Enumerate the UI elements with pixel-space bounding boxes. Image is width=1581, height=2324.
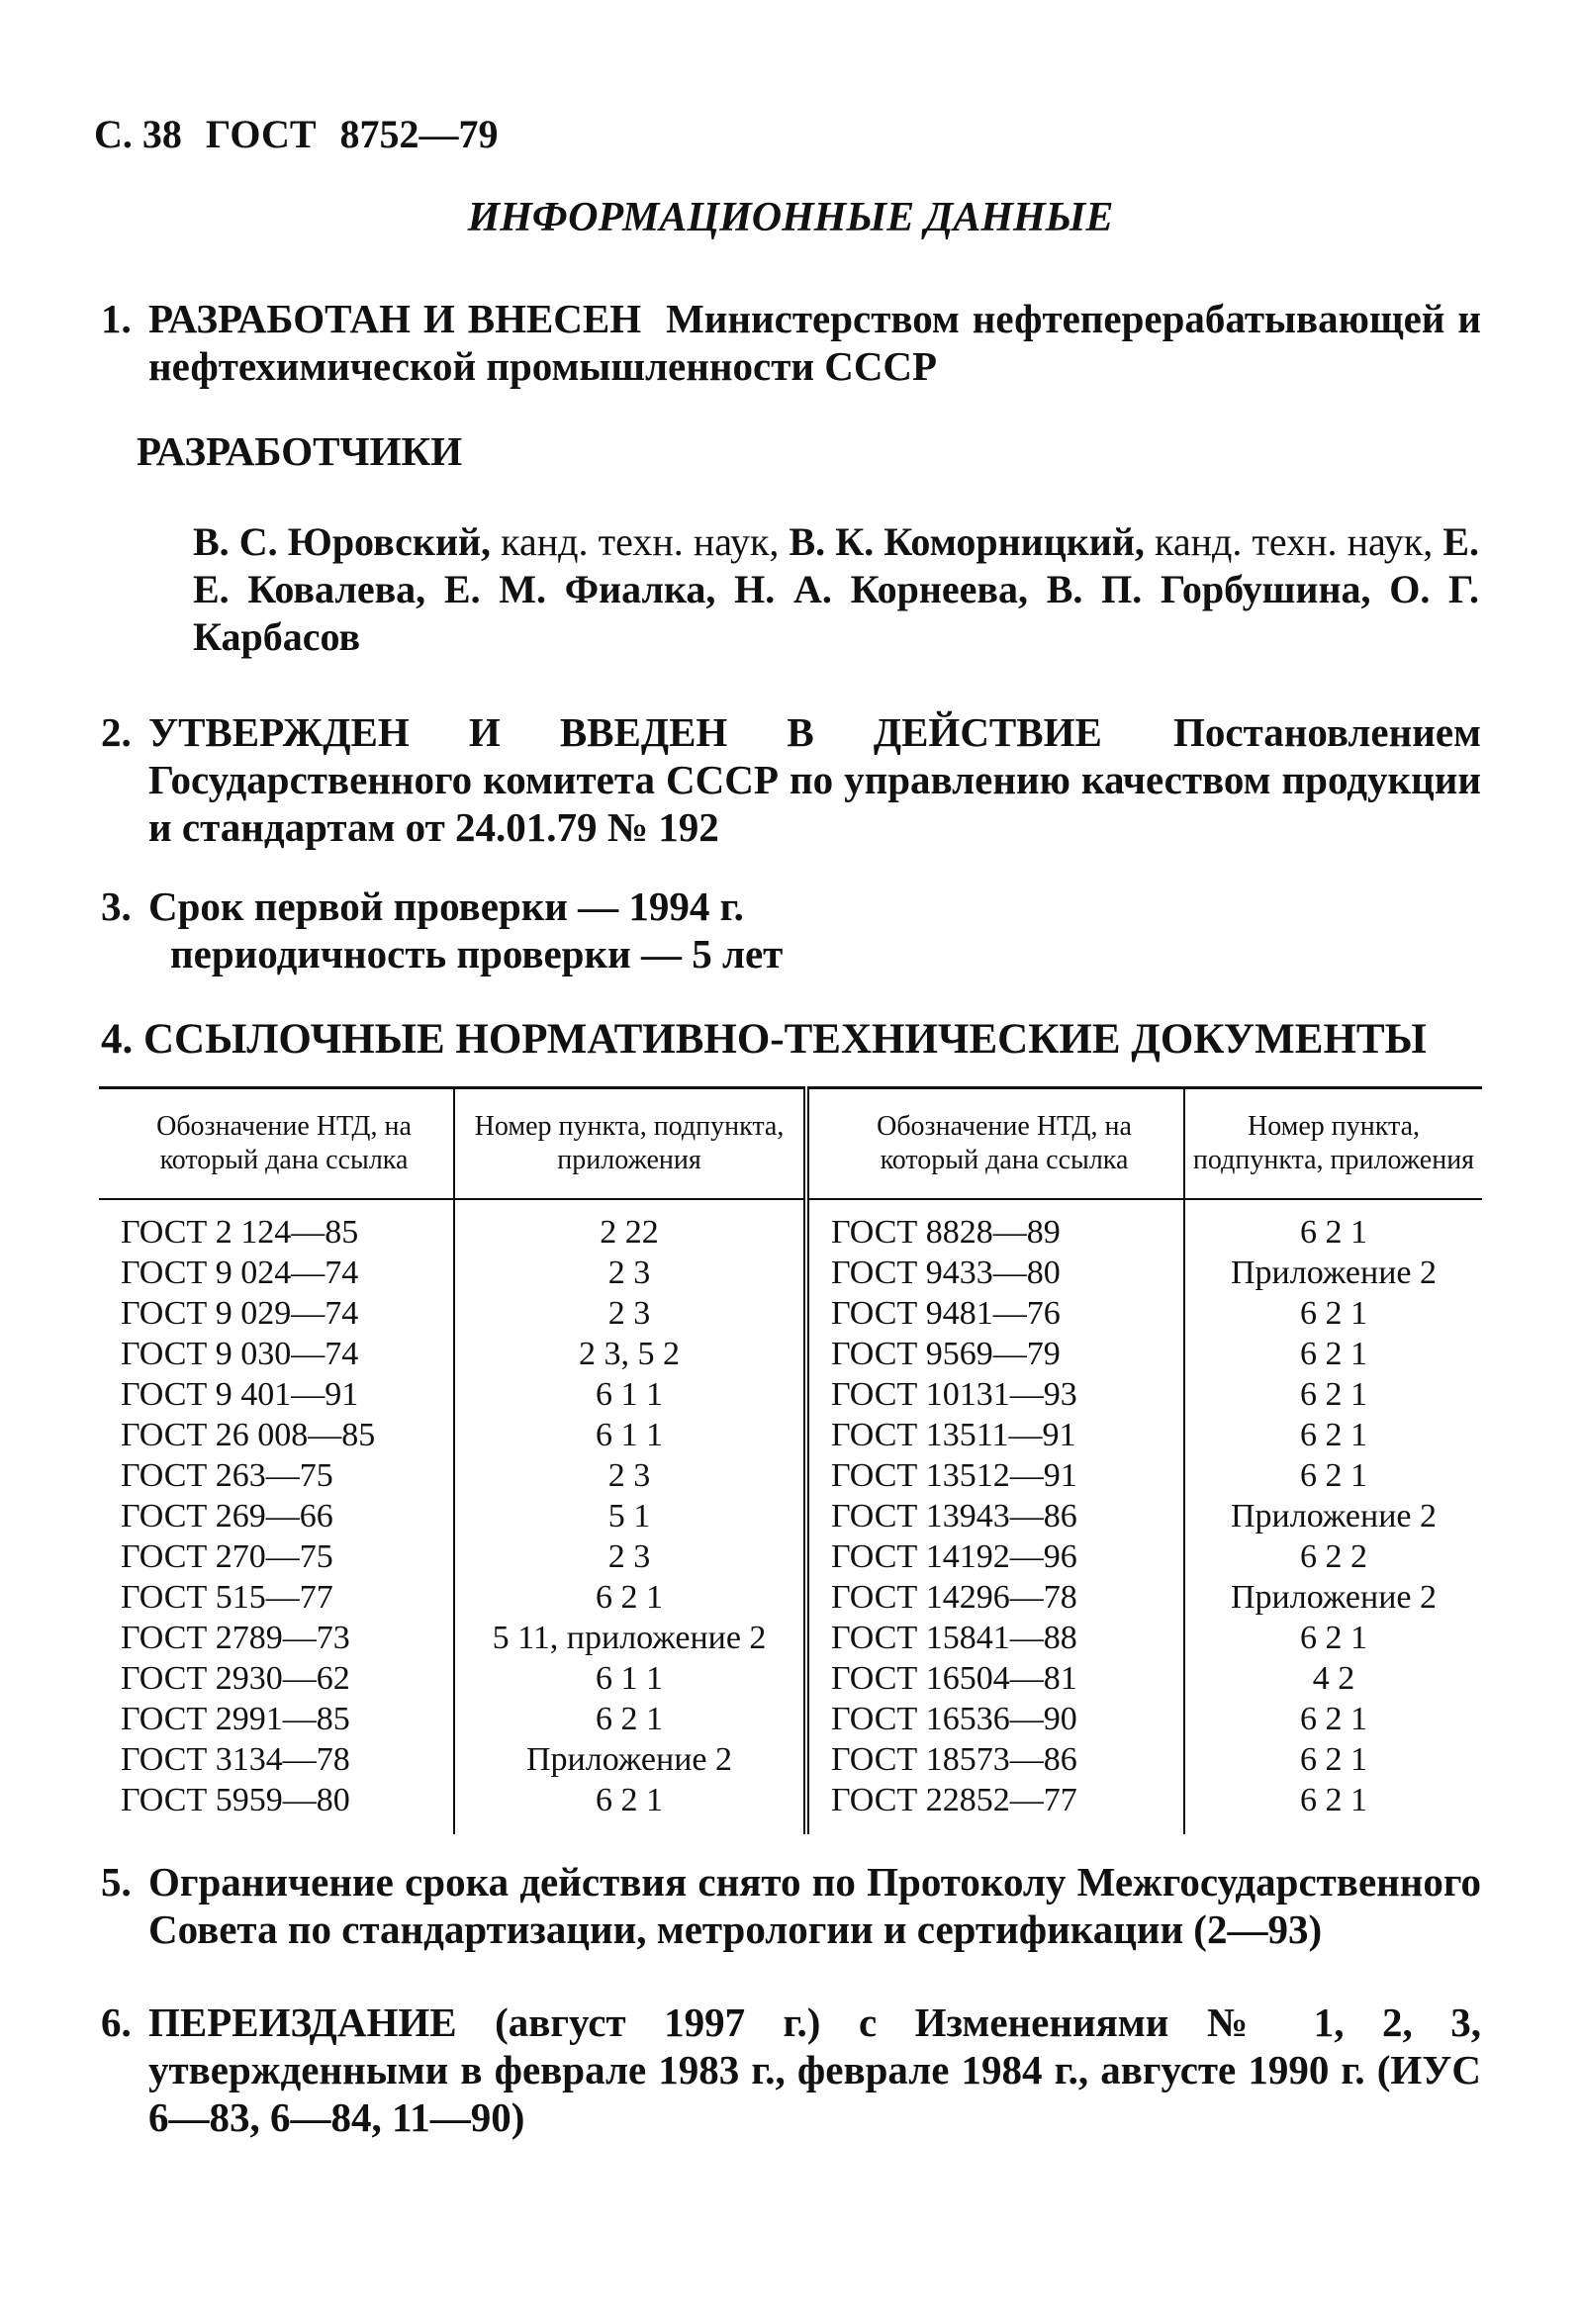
section-2-caption: УТВЕРЖДЕН И ВВЕДЕН В ДЕЙСТВИЕ — [148, 709, 1102, 755]
author-1: В. С. Юровский, — [193, 519, 492, 564]
section-5 — [101, 1858, 1481, 1953]
ref-designation: ГОСТ 269—66 — [99, 1496, 454, 1536]
page-header — [94, 111, 512, 157]
ref-designation: ГОСТ 15841—88 — [806, 1618, 1184, 1658]
section-6-number: 6. — [101, 1999, 132, 2045]
section-3-number: 3. — [101, 883, 132, 929]
table-row — [99, 1374, 1482, 1415]
table-row — [99, 1577, 1482, 1618]
ref-clause: 6 1 1 — [454, 1658, 806, 1699]
table-row — [99, 1496, 1482, 1536]
author-2: В. К. Коморницкий, — [789, 519, 1145, 564]
ref-designation: ГОСТ 9 024—74 — [99, 1253, 454, 1293]
table-row — [99, 1293, 1482, 1334]
references-table — [99, 1086, 1482, 1834]
ref-designation: ГОСТ 2789—73 — [99, 1618, 454, 1658]
ref-designation: ГОСТ 26 008—85 — [99, 1415, 454, 1455]
table-row — [99, 1253, 1482, 1293]
ref-designation: ГОСТ 2991—85 — [99, 1699, 454, 1739]
ref-designation: ГОСТ 13512—91 — [806, 1455, 1184, 1496]
ref-designation: ГОСТ 515—77 — [99, 1577, 454, 1618]
ref-clause: 6 1 1 — [454, 1415, 806, 1455]
ref-clause: 6 2 1 — [1300, 1741, 1367, 1778]
ref-designation: ГОСТ 3134—78 — [99, 1739, 454, 1780]
ref-clause: 6 2 1 — [1300, 1417, 1367, 1453]
table-row — [99, 1658, 1482, 1699]
other-authors: Е. Е. Ковалева, Е. М. Фиалка, Н. А. Корнеева, В. П. Горбушина, О. Г. Карбасов — [193, 519, 1480, 659]
ref-designation: ГОСТ 9 401—91 — [99, 1374, 454, 1415]
table-header-row — [99, 1088, 1482, 1200]
table-row — [99, 1780, 1482, 1834]
ref-designation: ГОСТ 10131—93 — [806, 1374, 1184, 1415]
ref-clause: 4 2 — [1312, 1660, 1355, 1697]
ref-clause: 6 2 1 — [1300, 1701, 1367, 1737]
section-5-text: Ограничение срока действия снято по Протоколу Межгосударственного Совета по стандартизации, метрологии и сертификации (2—93) — [148, 1859, 1481, 1952]
developers-list — [193, 518, 1479, 661]
ref-clause: 2 3 — [454, 1253, 806, 1293]
column-header-designation-right: Обозначение НТД, на который дана ссылка — [806, 1088, 1184, 1200]
ref-clause: 5 1 — [454, 1496, 806, 1536]
ref-clause: 2 3 — [454, 1536, 806, 1577]
table-row — [99, 1739, 1482, 1780]
ref-clause: 6 2 1 — [1300, 1782, 1367, 1818]
ref-clause: 6 2 1 — [1300, 1620, 1367, 1656]
author-2-degree: канд. техн. наук, — [1144, 519, 1443, 564]
section-2 — [101, 708, 1481, 851]
ref-designation: ГОСТ 22852—77 — [806, 1780, 1184, 1834]
ref-clause: 6 1 1 — [454, 1374, 806, 1415]
ref-designation: ГОСТ 16536—90 — [806, 1699, 1184, 1739]
ref-clause: 6 2 1 — [454, 1699, 806, 1739]
section-1-number: 1. — [101, 296, 132, 341]
section-2-number: 2. — [101, 709, 132, 755]
developers-heading: РАЗРАБОТЧИКИ — [137, 428, 463, 474]
ref-clause: 2 3, 5 2 — [454, 1334, 806, 1374]
ref-clause: 6 2 1 — [1300, 1457, 1367, 1494]
table-row — [99, 1536, 1482, 1577]
ref-designation: ГОСТ 263—75 — [99, 1455, 454, 1496]
ref-clause: 6 2 1 — [1300, 1214, 1367, 1251]
header-gost-label: ГОСТ — [205, 112, 317, 156]
ref-clause: Приложение 2 — [1231, 1255, 1437, 1291]
ref-clause: 6 2 1 — [1300, 1295, 1367, 1332]
ref-designation: ГОСТ 2 124—85 — [99, 1199, 454, 1253]
section-4-title: 4. ССЫЛОЧНЫЕ НОРМАТИВНО-ТЕХНИЧЕСКИЕ ДОКУМЕНТЫ — [101, 1016, 1427, 1063]
section-6 — [101, 1999, 1481, 2141]
table-row — [99, 1618, 1482, 1658]
column-header-clause-left: Номер пункта, подпункта, приложения — [454, 1088, 806, 1200]
ref-designation: ГОСТ 14192—96 — [806, 1536, 1184, 1577]
ref-clause: 6 2 1 — [454, 1577, 806, 1618]
ref-designation: ГОСТ 9569—79 — [806, 1334, 1184, 1374]
ref-clause: 2 22 — [454, 1199, 806, 1253]
ref-clause: 2 3 — [454, 1293, 806, 1334]
ref-designation: ГОСТ 270—75 — [99, 1536, 454, 1577]
ref-designation: ГОСТ 13943—86 — [806, 1496, 1184, 1536]
ref-designation: ГОСТ 14296—78 — [806, 1577, 1184, 1618]
section-6-text: ПЕРЕИЗДАНИЕ (август 1997 г.) с Изменениями № 1, 2, 3, утвержденными в феврале 1983 г., феврале 1984 г., августе 1990 г. (ИУС 6—83, 6—84, 11—90) — [148, 1999, 1481, 2140]
section-1-text: Министерством нефтеперерабатывающей и нефтехимической промышленности СССР — [148, 296, 1481, 389]
section-1 — [101, 295, 1481, 390]
ref-clause: Приложение 2 — [1231, 1579, 1437, 1616]
table-row — [99, 1199, 1482, 1253]
column-header-clause-right: Номер пункта, подпункта, приложения — [1184, 1088, 1482, 1200]
section-3-line-2: периодичность проверки — 5 лет — [170, 931, 784, 976]
ref-designation: ГОСТ 18573—86 — [806, 1739, 1184, 1780]
ref-designation: ГОСТ 9433—80 — [806, 1253, 1184, 1293]
ref-clause: 5 11, приложение 2 — [454, 1618, 806, 1658]
ref-designation: ГОСТ 13511—91 — [806, 1415, 1184, 1455]
ref-designation: ГОСТ 16504—81 — [806, 1658, 1184, 1699]
column-header-designation-left: Обозначение НТД, на который дана ссылка — [99, 1088, 454, 1200]
section-3 — [101, 883, 783, 977]
table-row — [99, 1415, 1482, 1455]
section-3-line-1: Срок первой проверки — 1994 г. — [148, 883, 744, 929]
ref-clause: 2 3 — [454, 1455, 806, 1496]
ref-designation: ГОСТ 9 030—74 — [99, 1334, 454, 1374]
ref-designation: ГОСТ 5959—80 — [99, 1780, 454, 1834]
table-row — [99, 1455, 1482, 1496]
header-gost-number: 8752—79 — [339, 112, 499, 156]
ref-designation: ГОСТ 9 029—74 — [99, 1293, 454, 1334]
section-1-caption: РАЗРАБОТАН И ВНЕСЕН — [148, 296, 642, 341]
table-row — [99, 1699, 1482, 1739]
author-1-degree: канд. техн. наук, — [491, 519, 790, 564]
ref-designation: ГОСТ 8828—89 — [806, 1199, 1184, 1253]
ref-designation: ГОСТ 2930—62 — [99, 1658, 454, 1699]
table-row — [99, 1334, 1482, 1374]
ref-clause: 6 2 1 — [1300, 1376, 1367, 1413]
ref-clause: Приложение 2 — [1231, 1498, 1437, 1534]
ref-clause: 6 2 1 — [1300, 1336, 1367, 1372]
section-5-number: 5. — [101, 1859, 132, 1905]
ref-clause: Приложение 2 — [454, 1739, 806, 1780]
ref-clause: 6 2 1 — [454, 1780, 806, 1834]
page-title: ИНФОРМАЦИОННЫЕ ДАННЫЕ — [467, 195, 1114, 240]
section-2-text: Постановлением Государственного комитета СССР по управлению качеством продукции и стандартам от 24.01.79 № 192 — [148, 709, 1481, 850]
ref-designation: ГОСТ 9481—76 — [806, 1293, 1184, 1334]
page-number: С. 38 — [94, 112, 182, 156]
ref-clause: 6 2 2 — [1300, 1538, 1367, 1575]
